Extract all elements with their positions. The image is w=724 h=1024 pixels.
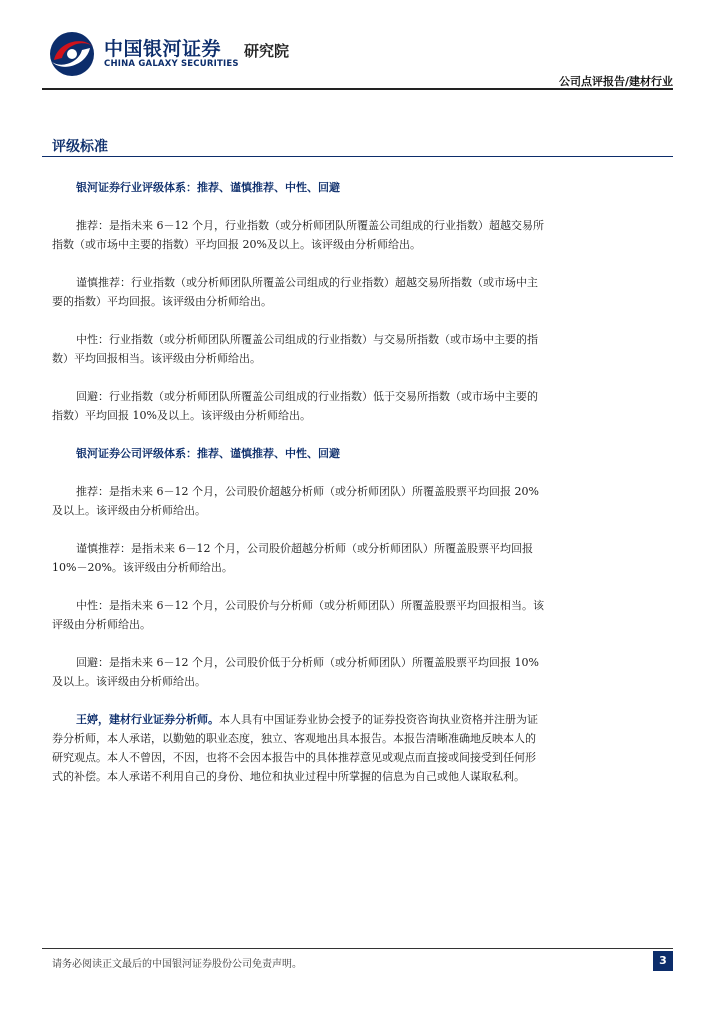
industry-rating-neutral: 中性：行业指数（或分析师团队所覆盖公司组成的行业指数）与交易所指数（或市场中主要的指数）平均回报相当。该评级由分析师给出。 — [52, 333, 538, 365]
institute-label: 研究院 — [244, 42, 290, 60]
page-number: 3 — [653, 951, 673, 971]
brand-logo — [48, 30, 318, 78]
footer-disclaimer: 请务必阅读正文最后的中国银河证券股份公司免责声明。 — [52, 959, 302, 970]
industry-rating-cautious: 谨慎推荐：行业指数（或分析师团队所覆盖公司组成的行业指数）超越交易所指数（或市场中主要的指数）平均回报。该评级由分析师给出。 — [52, 276, 538, 308]
industry-rating-avoid: 回避：行业指数（或分析师团队所覆盖公司组成的行业指数）低于交易所指数（或市场中主要的指数）平均回报 10%及以上。该评级由分析师给出。 — [52, 390, 538, 422]
rating-standards-body — [52, 178, 546, 786]
header-divider — [42, 88, 673, 90]
analyst-certification — [52, 710, 546, 786]
brand-name-cn: 中国银河证券 — [104, 38, 222, 60]
analyst-name: 王婷，建材行业证券分析师。 — [76, 713, 219, 726]
section-title: 评级标准 — [52, 139, 108, 155]
galaxy-swirl-logo-icon — [48, 30, 96, 78]
industry-rating-recommend: 推荐：是指未来 6－12 个月，行业指数（或分析师团队所覆盖公司组成的行业指数）超越交易所指数（或市场中主要的指数）平均回报 20%及以上。该评级由分析师给出。 — [52, 219, 544, 251]
company-rating-cautious: 谨慎推荐：是指未来 6－12 个月，公司股价超越分析师（或分析师团队）所覆盖股票平均回报 10%－20%。该评级由分析师给出。 — [52, 542, 533, 574]
company-rating-avoid: 回避：是指未来 6－12 个月，公司股价低于分析师（或分析师团队）所覆盖股票平均回报 10%及以上。该评级由分析师给出。 — [52, 656, 539, 688]
company-rating-neutral: 中性：是指未来 6－12 个月，公司股价与分析师（或分析师团队）所覆盖股票平均回报相当。该评级由分析师给出。 — [52, 599, 544, 631]
analyst-statement: 本人具有中国证券业协会授予的证券投资咨询执业资格并注册为证券分析师，本人承诺，以勤勉的职业态度，独立、客观地出具本报告。本报告清晰准确地反映本人的研究观点。本人不曾因，不因，也将不会因本报告中的具体推荐意见或观点而直接或间接受到任何形式的补偿。本人承诺不利用自己的身份、地位和执业过程中所掌握的信息为自己或他人谋取私利。 — [52, 713, 538, 783]
report-type-label: 公司点评报告/建材行业 — [558, 75, 673, 88]
company-rating-heading: 银河证券公司评级体系：推荐、谨慎推荐、中性、回避 — [76, 447, 340, 460]
industry-rating-heading: 银河证券行业评级体系：推荐、谨慎推荐、中性、回避 — [76, 181, 340, 194]
section-divider — [42, 156, 673, 157]
company-rating-recommend: 推荐：是指未来 6－12 个月，公司股价超越分析师（或分析师团队）所覆盖股票平均回报 20%及以上。该评级由分析师给出。 — [52, 485, 539, 517]
brand-name-en: CHINA GALAXY SECURITIES — [104, 59, 239, 69]
footer-divider — [42, 948, 673, 949]
